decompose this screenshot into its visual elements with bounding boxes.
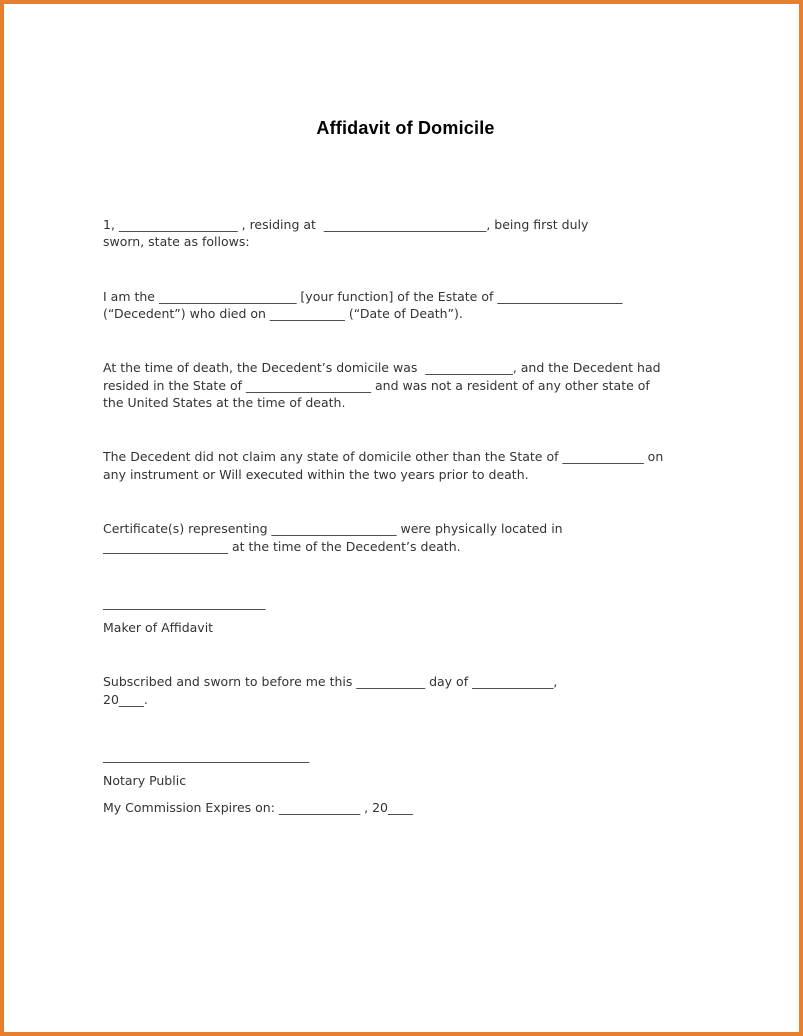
paragraph-3-line-1: At the time of death, the Decedent’s domicile was ______________, and the Decedent had <box>103 360 661 375</box>
paragraph-5-line-1: Certificate(s) representing ____________________ were physically located in <box>103 521 563 536</box>
affiant-label: Maker of Affidavit <box>103 620 214 635</box>
paragraph-3-line-2: resided in the State of ____________________ and was not a resident of any other state of <box>103 378 650 393</box>
notary-signature-line: _________________________________ <box>103 748 310 763</box>
paragraph-4-line-2: any instrument or Will executed within the two years prior to death. <box>103 467 529 482</box>
notary-label: Notary Public <box>103 773 187 788</box>
document-title: Affidavit of Domicile <box>316 118 495 138</box>
paragraph-3-line-3: the United States at the time of death. <box>103 395 346 410</box>
paragraph-1-line-1: 1, ___________________ , residing at __________________________, being first duly <box>103 217 589 232</box>
paragraph-4-line-1: The Decedent did not claim any state of domicile other than the State of _____________ on <box>103 449 664 464</box>
jurat-line-2: 20____. <box>103 692 148 707</box>
paragraph-5-line-2: ____________________ at the time of the Decedent’s death. <box>103 539 461 554</box>
commission-expiry: My Commission Expires on: _____________ , 20____ <box>103 800 413 815</box>
paragraph-2-line-1: I am the ______________________ [your function] of the Estate of ____________________ <box>103 289 623 304</box>
affiant-signature-line: __________________________ <box>103 595 266 610</box>
paragraph-2-line-2: (“Decedent”) who died on ____________ (“Date of Death”). <box>103 306 463 321</box>
paragraph-1-line-2: sworn, state as follows: <box>103 234 250 249</box>
jurat-line-1: Subscribed and sworn to before me this ___________ day of _____________, <box>103 674 558 689</box>
